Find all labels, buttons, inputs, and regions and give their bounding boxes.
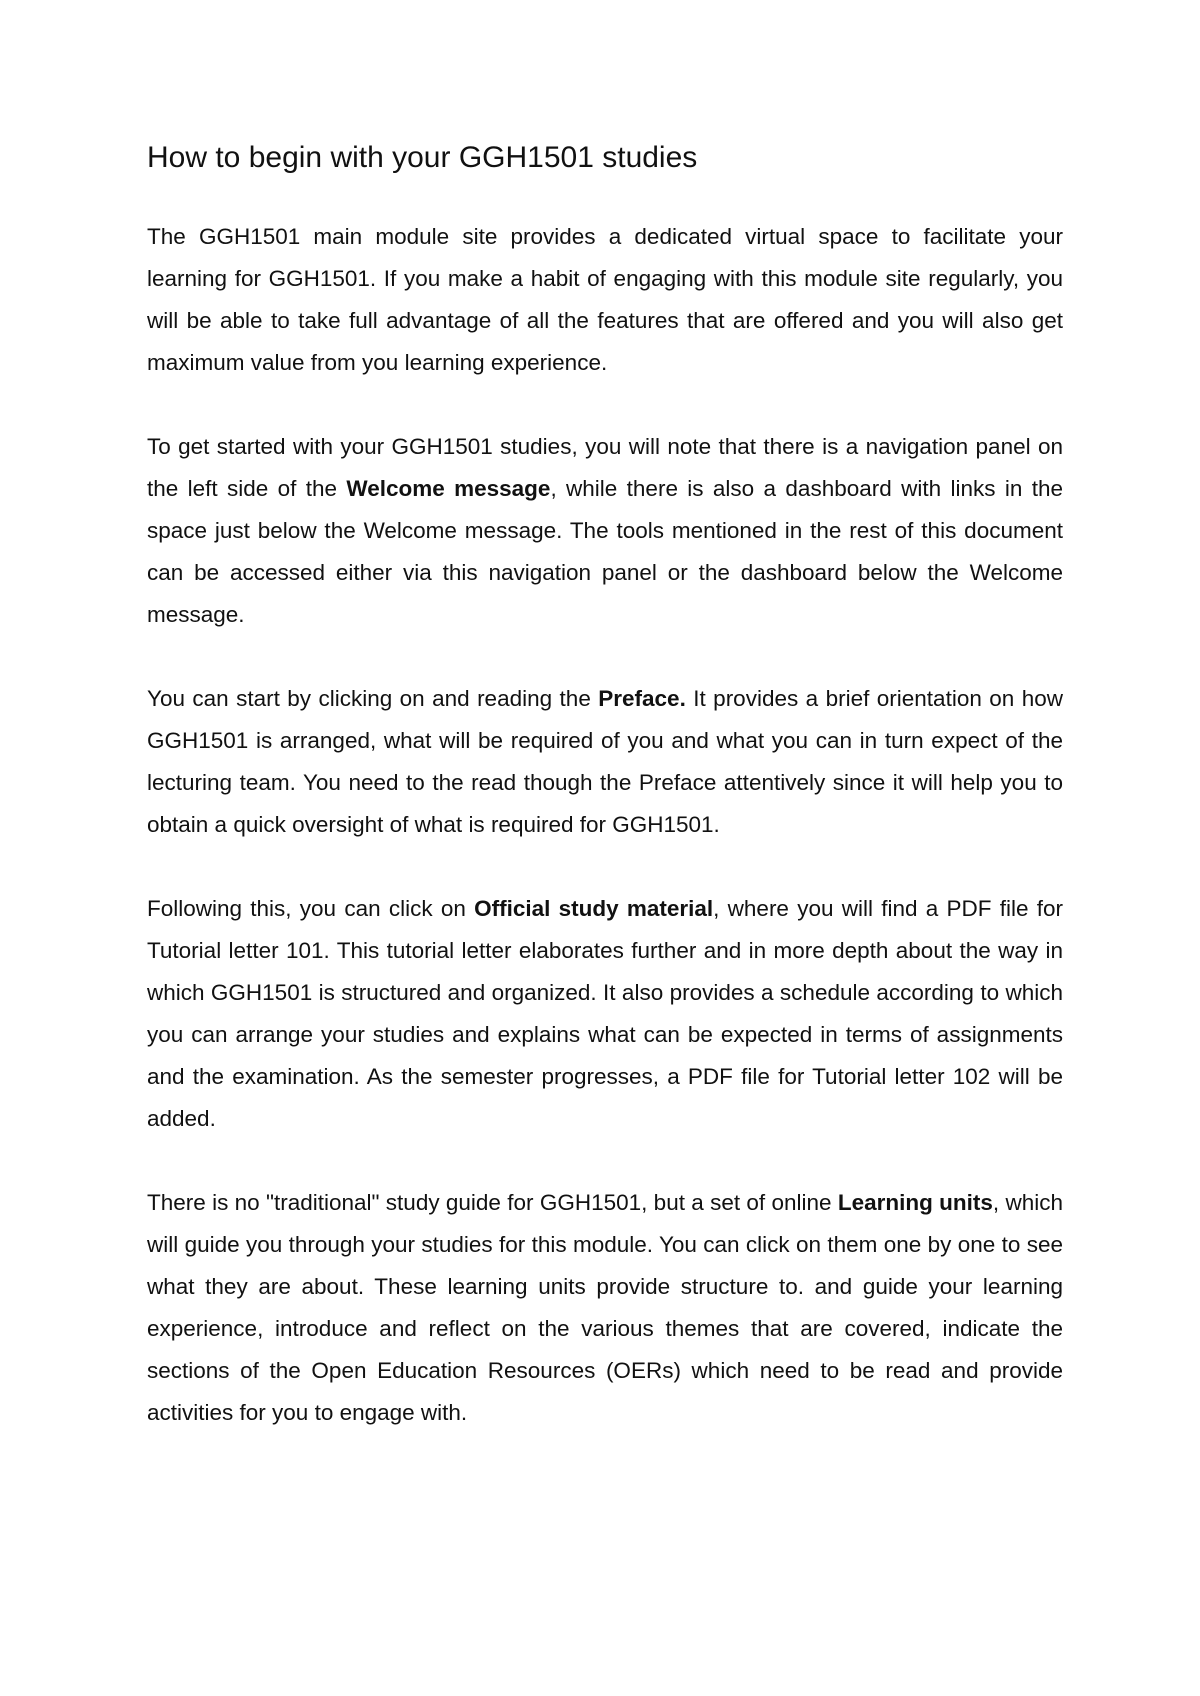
paragraph-text: It provides a brief orientation on how GGH1501 is arranged, what will be required of you and what you can in turn expect of the lecturing team. You need to the read though the Preface attentively since it will help you to obtain a quick oversight of what is required for GGH1501. [147, 686, 1063, 837]
document-title: How to begin with your GGH1501 studies [147, 141, 698, 174]
paragraph-learning-units [147, 1182, 1063, 1434]
emphasis-preface: Preface. [598, 686, 686, 711]
paragraph-text: , where you will find a PDF file for Tutorial letter 101. This tutorial letter elaborates further and in more depth about the way in which GGH1501 is structured and organized. It also provides a schedule according to which you can arrange your studies and explains what can be expected in terms of assignments and the examination. As the semester progresses, a PDF file for Tutorial letter 102 will be added. [147, 896, 1063, 1131]
emphasis-welcome-message: Welcome message [346, 476, 551, 501]
emphasis-official-study-material: Official study material [474, 896, 714, 921]
paragraph-text: , while there is also a dashboard with links in the space just below the Welcome message. The tools mentioned in the rest of this document can be accessed either via this navigation panel or the dashboard below the Welcome message. [147, 476, 1063, 627]
document-page [147, 138, 1063, 1434]
paragraph-preface [147, 678, 1063, 846]
paragraph-intro [147, 216, 1063, 384]
emphasis-learning-units: Learning units [837, 1190, 993, 1215]
paragraph-text: The GGH1501 main module site provides a dedicated virtual space to facilitate your learning for GGH1501. If you make a habit of engaging with this module site regularly, you will be able to take full advantage of all the features that are offered and you will also get maximum value from you learning experience. [147, 224, 1063, 375]
paragraph-text: Following this, you can click on [147, 896, 475, 921]
paragraph-text: To get started with your GGH1501 studies, you will note that there is a navigation panel on the left side of the [147, 434, 1063, 501]
paragraph-text: You can start by clicking on and reading the [147, 686, 599, 711]
paragraph-getting-started [147, 426, 1063, 636]
paragraph-official-study-material [147, 888, 1063, 1140]
paragraph-text: There is no "traditional" study guide for GGH1501, but a set of online [147, 1190, 838, 1215]
paragraph-text: , which will guide you through your studies for this module. You can click on them one by one to see what they are about. These learning units provide structure to. and guide your learning experience, introduce and reflect on the various themes that are covered, indicate the sections of the Open Education Resources (OERs) which need to be read and provide activities for you to engage with. [147, 1190, 1063, 1425]
